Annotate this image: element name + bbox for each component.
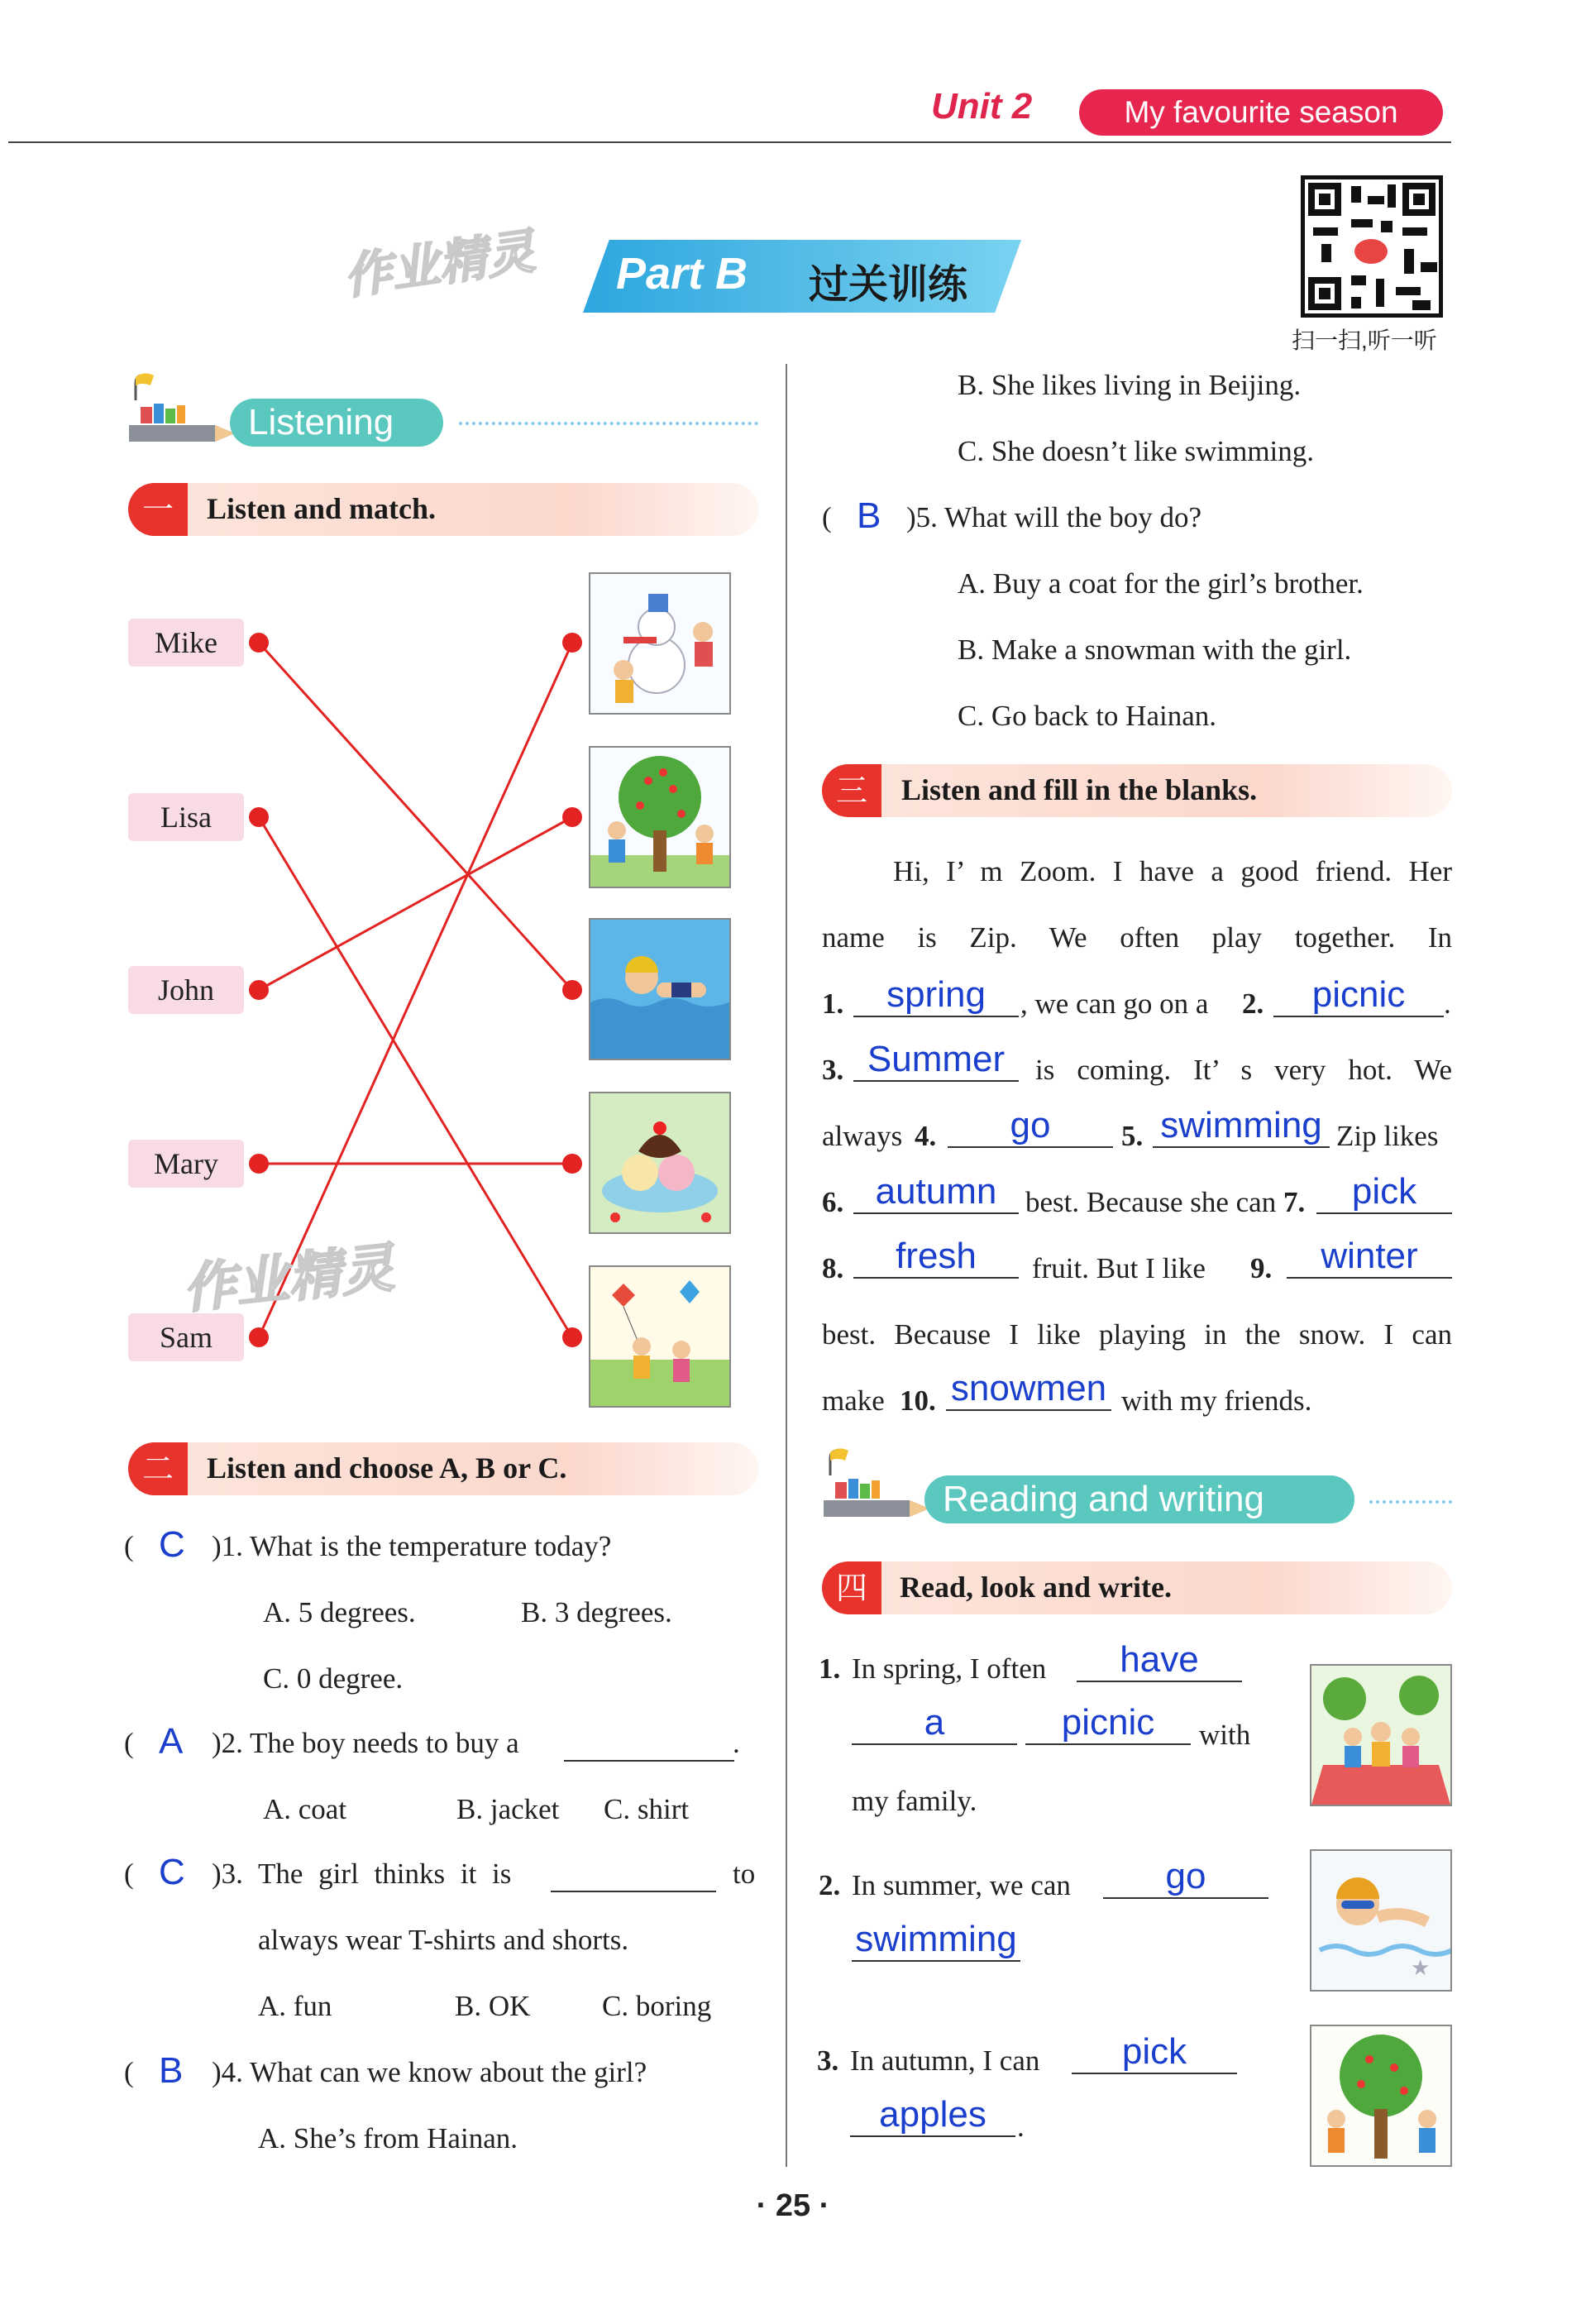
q3-blank: [551, 1891, 716, 1892]
name-john: John: [128, 966, 244, 1014]
blank-9-answer: winter: [1287, 1236, 1452, 1279]
rw-q2-number: 2.: [819, 1869, 841, 1901]
name-mary: Mary: [128, 1140, 244, 1188]
q3-text: )3. The girl thinks it is: [212, 1858, 512, 1890]
passage-go-on-text: , we can go on a: [1020, 987, 1209, 1020]
rw-q1-text: In spring, I often: [852, 1652, 1047, 1685]
reading-writing-heading: Reading and writing: [924, 1475, 1354, 1523]
picture-dot[interactable]: [562, 1154, 582, 1174]
name-dot[interactable]: [249, 633, 269, 653]
blank-7-answer: pick: [1316, 1171, 1452, 1214]
blank-8-number: 8.: [822, 1252, 844, 1284]
blank-1-number: 1.: [822, 987, 844, 1020]
blank-4-answer: go: [948, 1105, 1113, 1148]
blank-6-answer: autumn: [853, 1171, 1019, 1214]
name-dot[interactable]: [249, 1327, 269, 1347]
section-4-title: Read, look and write.: [900, 1571, 1173, 1604]
reading-dotted-line: [1369, 1500, 1452, 1504]
q2-text: )2. The boy needs to buy a: [212, 1727, 519, 1759]
rw-q2-answer-2: swimming: [852, 1919, 1020, 1962]
passage-line-1: Hi, I’ m Zoom. I have a good friend. Her: [893, 855, 1452, 887]
blank-8-answer: fresh: [853, 1236, 1019, 1279]
period-1: .: [1444, 987, 1451, 1020]
rw-q3-text: In autumn, I can: [850, 2044, 1040, 2077]
match-line-john: [259, 817, 572, 990]
q5-text: )5. What will the boy do?: [906, 501, 1202, 533]
name-lisa: Lisa: [128, 793, 244, 841]
rw-q2-answer-1: go: [1103, 1856, 1268, 1899]
q2-option-a: A. coat: [263, 1793, 347, 1825]
picture-dot[interactable]: [562, 807, 582, 827]
q1-text: )1. What is the temperature today?: [212, 1530, 612, 1562]
q5-paren: (: [822, 501, 832, 533]
passage-make-text: make: [822, 1384, 885, 1417]
section-2-badge: 二: [128, 1442, 188, 1495]
section-1-title: Listen and match.: [207, 492, 437, 525]
q5-answer: B: [857, 495, 881, 536]
picture-dot[interactable]: [562, 633, 582, 653]
part-b-chinese-title: 过关训练: [809, 263, 968, 307]
listening-heading: Listening: [230, 399, 443, 447]
swimmer-picture: [1310, 1849, 1452, 1992]
q3-answer: C: [159, 1852, 185, 1892]
part-b-label: Part B: [616, 249, 748, 299]
q3-option-a: A. fun: [258, 1990, 332, 2022]
q3-paren: (: [124, 1858, 134, 1890]
blank-3-answer: Summer: [853, 1039, 1019, 1082]
blank-3-number: 3.: [822, 1054, 844, 1086]
rw-q3-answer-1: pick: [1072, 2031, 1237, 2074]
q2-paren: (: [124, 1727, 134, 1759]
q3-continuation: always wear T-shirts and shorts.: [258, 1924, 629, 1956]
q4-text: )4. What can we know about the girl?: [212, 2056, 647, 2088]
passage-zip-likes-text: Zip likes: [1336, 1120, 1439, 1152]
section-4-badge: 四: [822, 1561, 881, 1614]
q4-option-b: B. She likes living in Beijing.: [958, 369, 1302, 401]
q5-option-b: B. Make a snowman with the girl.: [958, 634, 1352, 666]
name-sam: Sam: [128, 1313, 244, 1361]
unit-subtitle: My favourite season: [1079, 89, 1443, 136]
blank-9-number: 9.: [1250, 1252, 1273, 1284]
passage-best-can-text: best. Because she can: [1025, 1186, 1277, 1218]
blank-7-number: 7.: [1283, 1186, 1306, 1218]
blank-10-number: 10.: [900, 1384, 936, 1417]
passage-line-2: name is Zip. We often play together. In: [822, 921, 1452, 954]
q4-option-a: A. She’s from Hainan.: [258, 2122, 518, 2154]
name-dot[interactable]: [249, 807, 269, 827]
blank-1-answer: spring: [853, 974, 1019, 1017]
svg-text:作业精灵: 作业精灵: [340, 224, 538, 305]
rw-q1-answer-3: picnic: [1025, 1702, 1191, 1745]
section-2-title: Listen and choose A, B or C.: [207, 1451, 567, 1485]
q5-option-a: A. Buy a coat for the girl’s brother.: [958, 567, 1364, 600]
blank-2-answer: picnic: [1273, 974, 1444, 1017]
name-dot[interactable]: [249, 1154, 269, 1174]
page-number: · 25 ·: [756, 2188, 830, 2223]
q4-option-c: C. She doesn’t like swimming.: [958, 435, 1315, 467]
rw-q2-text: In summer, we can: [852, 1869, 1071, 1901]
match-line-mike: [259, 643, 572, 990]
passage-friends-text: with my friends.: [1121, 1384, 1312, 1417]
q4-paren: (: [124, 2056, 134, 2088]
q3-option-c: C. boring: [602, 1990, 712, 2022]
qr-caption: 扫一扫,听一听: [1292, 328, 1437, 353]
pencil-books-icon-2: [819, 1442, 934, 1529]
q1-answer: C: [159, 1524, 185, 1565]
unit-title: Unit 2: [931, 86, 1033, 127]
q5-option-c: C. Go back to Hainan.: [958, 700, 1216, 732]
rw-q3-end: .: [1017, 2111, 1025, 2143]
rw-q3-number: 3.: [817, 2044, 839, 2077]
rw-q1-number: 1.: [819, 1652, 841, 1685]
rw-q1-answer-1: have: [1077, 1639, 1242, 1682]
picnic-family-picture: [1310, 1664, 1452, 1806]
blank-5-number: 5.: [1121, 1120, 1144, 1152]
blank-10-answer: snowmen: [946, 1368, 1111, 1411]
q2-end: .: [733, 1727, 740, 1759]
svg-text:★: ★: [1411, 1956, 1431, 1980]
q1-option-a: A. 5 degrees.: [263, 1596, 416, 1628]
section-3-badge: 三: [822, 764, 881, 817]
rw-q1-with: with: [1199, 1719, 1251, 1751]
q3-option-b: B. OK: [455, 1990, 531, 2022]
q2-option-c: C. shirt: [604, 1793, 690, 1825]
blank-6-number: 6.: [822, 1186, 844, 1218]
passage-always-text: always: [822, 1120, 903, 1152]
picture-dot[interactable]: [562, 1327, 582, 1347]
passage-coming-text: is coming. It’ s very hot. We: [1035, 1054, 1452, 1086]
apple-picking-picture: [1310, 2025, 1452, 2167]
rw-q1-end: my family.: [852, 1785, 977, 1817]
q1-option-c: C. 0 degree.: [263, 1662, 404, 1695]
q2-answer: A: [159, 1721, 184, 1762]
blank-2-number: 2.: [1242, 987, 1264, 1020]
q2-blank: [564, 1760, 734, 1762]
section-3-title: Listen and fill in the blanks.: [901, 773, 1258, 806]
rw-q1-answer-2: a: [852, 1702, 1017, 1745]
picture-dot[interactable]: [562, 980, 582, 1000]
svg-text:作业精灵: 作业精灵: [179, 1237, 397, 1319]
q1-option-b: B. 3 degrees.: [521, 1596, 672, 1628]
q4-answer: B: [159, 2050, 184, 2091]
passage-best-line: best. Because I like playing in the snow. I can: [822, 1318, 1452, 1351]
blank-4-number: 4.: [915, 1120, 937, 1152]
name-mike: Mike: [128, 619, 244, 667]
q3-end: to: [733, 1858, 756, 1890]
rw-q3-answer-2: apples: [850, 2094, 1015, 2137]
q1-paren: (: [124, 1530, 134, 1562]
blank-5-answer: swimming: [1153, 1105, 1330, 1148]
name-dot[interactable]: [249, 980, 269, 1000]
q2-option-b: B. jacket: [456, 1793, 560, 1825]
passage-fruit-text: fruit. But I like: [1032, 1252, 1206, 1284]
section-1-badge: 一: [128, 483, 188, 536]
